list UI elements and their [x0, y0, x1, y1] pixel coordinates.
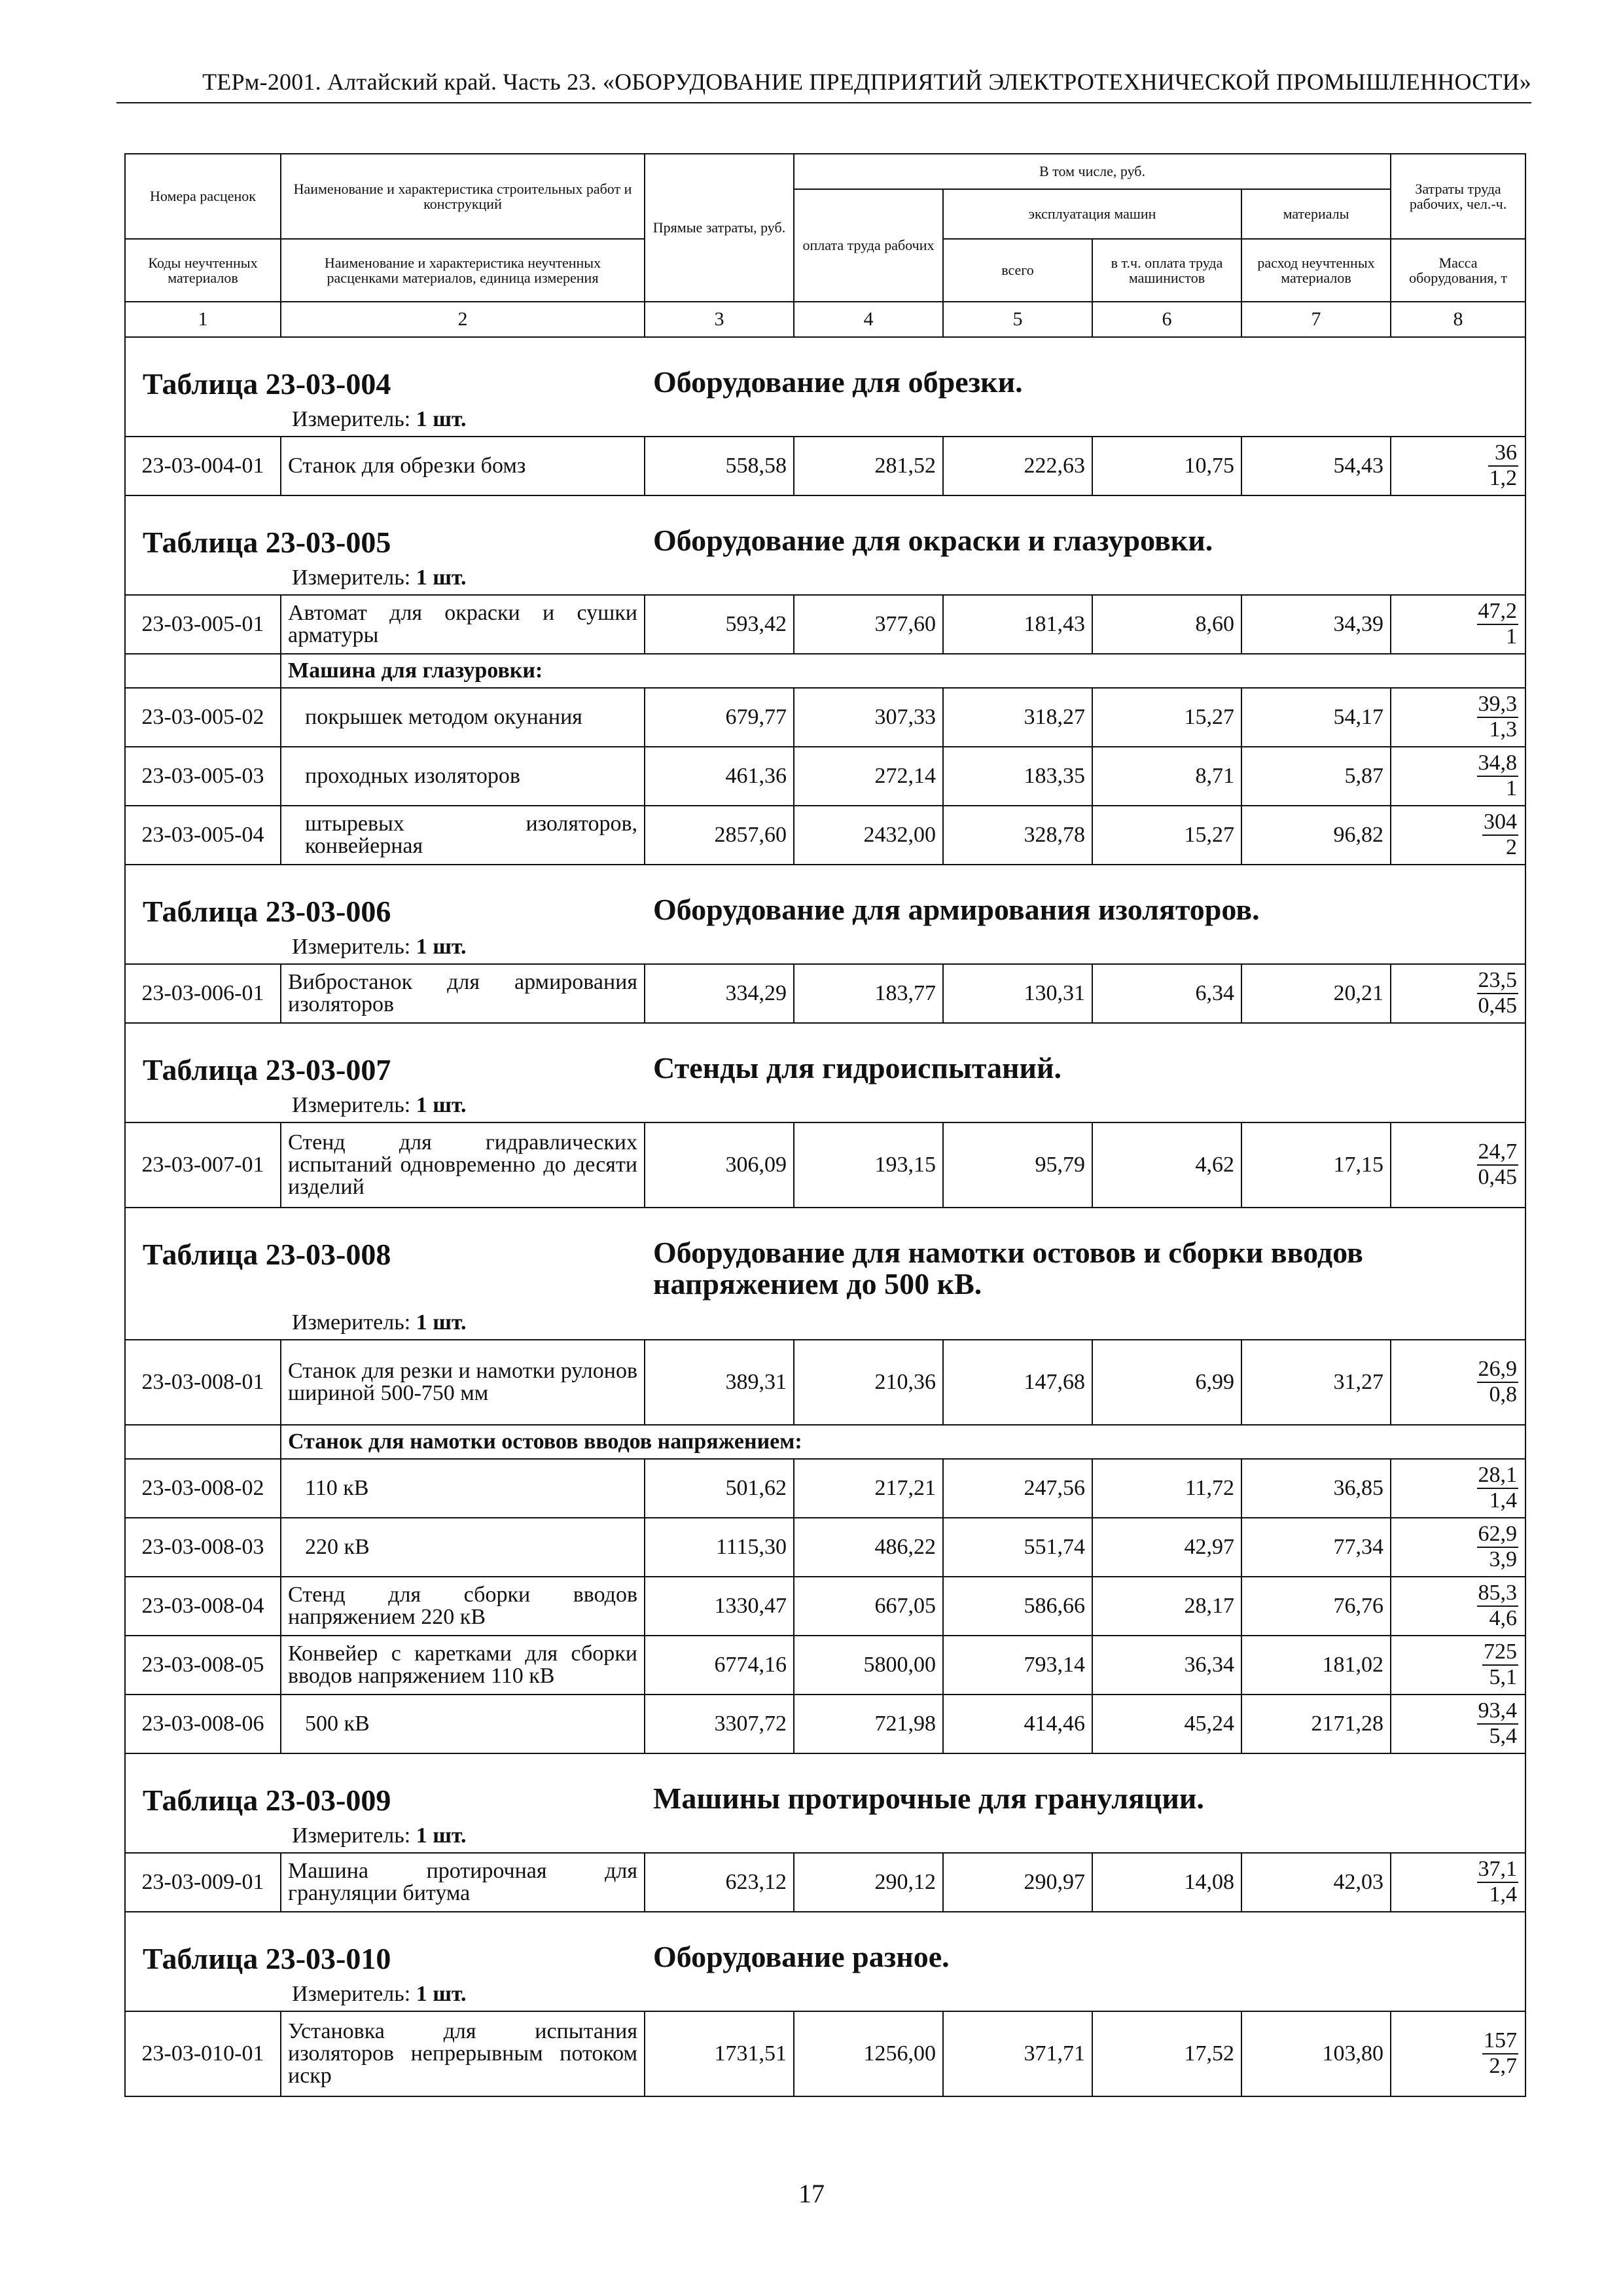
work-name: 220 кВ — [281, 1518, 645, 1577]
materials-cost: 34,39 — [1241, 595, 1391, 654]
subheading: Машина для глазуровки: — [281, 654, 1525, 688]
header-col1-top: Номера расценок — [125, 154, 281, 239]
fraction — [1482, 2029, 1518, 2078]
labor-mass-fraction — [1391, 1695, 1525, 1753]
direct-cost: 6774,16 — [645, 1636, 794, 1695]
meter — [292, 1823, 467, 1848]
direct-cost: 334,29 — [645, 964, 794, 1023]
subheading-spacer — [125, 1425, 281, 1459]
meter-value: 1 шт. — [416, 1310, 467, 1335]
rate-code: 23-03-010-01 — [125, 2011, 281, 2096]
labor-hours: 39,3 — [1477, 692, 1519, 718]
work-name: Станок для обрезки бомз — [281, 437, 645, 495]
machinist-pay: 15,27 — [1092, 806, 1241, 865]
table-title: Оборудование для армирования изоляторов. — [653, 893, 1260, 926]
meter-value: 1 шт. — [416, 565, 467, 590]
meter-label: Измеритель: — [292, 1310, 411, 1335]
header-group: В том числе, руб. — [794, 154, 1391, 189]
rate-code: 23-03-008-05 — [125, 1636, 281, 1695]
col-num-4: 4 — [794, 302, 943, 337]
labor-pay: 1256,00 — [794, 2011, 943, 2096]
machine-total: 130,31 — [943, 964, 1092, 1023]
direct-cost: 1330,47 — [645, 1577, 794, 1636]
machine-total: 247,56 — [943, 1459, 1092, 1518]
rate-code: 23-03-005-02 — [125, 688, 281, 747]
table-title-row — [125, 1208, 1525, 1340]
rate-code: 23-03-008-04 — [125, 1577, 281, 1636]
col-num-7: 7 — [1241, 302, 1391, 337]
rate-code: 23-03-005-03 — [125, 747, 281, 806]
fraction — [1477, 692, 1519, 742]
header-col4: оплата труда рабочих — [794, 189, 943, 302]
table-body — [125, 337, 1525, 2096]
machinist-pay: 45,24 — [1092, 1695, 1241, 1753]
work-name: Станок для резки и намотки рулонов шириной 500-750 мм — [281, 1340, 645, 1425]
meter-label: Измеритель: — [292, 1093, 411, 1117]
machine-total: 183,35 — [943, 747, 1092, 806]
header-col3: Прямые затраты, руб. — [645, 154, 794, 302]
table-title-row — [125, 865, 1525, 964]
table-number: Таблица 23-03-007 — [143, 1053, 391, 1086]
equipment-mass: 5,4 — [1489, 1723, 1518, 1748]
table-row — [125, 1636, 1525, 1695]
equipment-mass: 3,9 — [1489, 1547, 1518, 1571]
meter-label: Измеритель: — [292, 407, 411, 431]
machine-total: 371,71 — [943, 2011, 1092, 2096]
labor-pay: 290,12 — [794, 1853, 943, 1912]
labor-pay: 2432,00 — [794, 806, 943, 865]
labor-hours: 23,5 — [1477, 969, 1519, 994]
machine-total: 586,66 — [943, 1577, 1092, 1636]
rate-code: 23-03-009-01 — [125, 1853, 281, 1912]
table-title-row — [125, 495, 1525, 595]
table-title-row — [125, 1753, 1525, 1853]
labor-mass-fraction — [1391, 1577, 1525, 1636]
work-name: штыревых изоляторов, конвейерная — [281, 806, 645, 865]
materials-cost: 36,85 — [1241, 1459, 1391, 1518]
labor-pay: 217,21 — [794, 1459, 943, 1518]
table-row — [125, 1122, 1525, 1208]
header-col7: расход неучтенных материалов — [1241, 239, 1391, 302]
work-name: покрышек методом окунания — [281, 688, 645, 747]
direct-cost: 461,36 — [645, 747, 794, 806]
fraction — [1477, 751, 1519, 800]
equipment-mass: 2 — [1506, 834, 1518, 859]
table-number: Таблица 23-03-004 — [143, 367, 391, 401]
equipment-mass: 4,6 — [1489, 1605, 1518, 1630]
machinist-pay: 6,34 — [1092, 964, 1241, 1023]
labor-hours: 47,2 — [1477, 600, 1519, 625]
machinist-pay: 14,08 — [1092, 1853, 1241, 1912]
machinist-pay: 36,34 — [1092, 1636, 1241, 1695]
equipment-mass: 1 — [1506, 624, 1518, 649]
fraction — [1488, 441, 1519, 490]
labor-hours: 157 — [1482, 2029, 1518, 2054]
machinist-pay: 6,99 — [1092, 1340, 1241, 1425]
labor-mass-fraction — [1391, 1459, 1525, 1518]
table-row — [125, 1518, 1525, 1577]
labor-pay: 721,98 — [794, 1695, 943, 1753]
labor-hours: 62,9 — [1477, 1522, 1519, 1548]
fraction — [1482, 1640, 1518, 1689]
subheading-row — [125, 654, 1525, 688]
fraction — [1477, 600, 1519, 649]
running-head: ТЕРм-2001. Алтайский край. Часть 23. «ОБОРУДОВАНИЕ ПРЕДПРИЯТИЙ ЭЛЕКТРОТЕХНИЧЕСКОЙ ПРОМЫШЛЕННОСТИ» — [116, 68, 1531, 103]
meter — [292, 1093, 467, 1118]
rate-code: 23-03-007-01 — [125, 1122, 281, 1208]
table-row — [125, 1577, 1525, 1636]
fraction — [1477, 969, 1519, 1018]
equipment-mass: 1,2 — [1489, 465, 1518, 490]
work-name: Конвейер с каретками для сборки вводов напряжением 110 кВ — [281, 1636, 645, 1695]
table-number: Таблица 23-03-010 — [143, 1942, 391, 1975]
table-row — [125, 437, 1525, 495]
fraction — [1477, 1857, 1519, 1907]
machine-total: 147,68 — [943, 1340, 1092, 1425]
header-col6: в т.ч. оплата труда машинистов — [1092, 239, 1241, 302]
direct-cost: 558,58 — [645, 437, 794, 495]
machine-total: 181,43 — [943, 595, 1092, 654]
rate-code: 23-03-008-06 — [125, 1695, 281, 1753]
table-row — [125, 688, 1525, 747]
meter — [292, 407, 467, 432]
labor-mass-fraction — [1391, 747, 1525, 806]
machinist-pay: 15,27 — [1092, 688, 1241, 747]
col-num-8: 8 — [1391, 302, 1525, 337]
meter-label: Измеритель: — [292, 935, 411, 959]
fraction — [1477, 1463, 1519, 1513]
materials-cost: 77,34 — [1241, 1518, 1391, 1577]
table-number: Таблица 23-03-009 — [143, 1784, 391, 1817]
labor-hours: 37,1 — [1477, 1857, 1519, 1883]
equipment-mass: 1,4 — [1489, 1882, 1518, 1907]
direct-cost: 1115,30 — [645, 1518, 794, 1577]
materials-cost: 103,80 — [1241, 2011, 1391, 2096]
header-col8-top: Затраты труда рабочих, чел.-ч. — [1391, 154, 1525, 239]
table-row — [125, 964, 1525, 1023]
labor-mass-fraction — [1391, 1853, 1525, 1912]
table-title: Оборудование разное. — [653, 1940, 950, 1973]
materials-cost: 96,82 — [1241, 806, 1391, 865]
labor-mass-fraction — [1391, 437, 1525, 495]
materials-cost: 5,87 — [1241, 747, 1391, 806]
table-row — [125, 747, 1525, 806]
materials-cost: 20,21 — [1241, 964, 1391, 1023]
table-row — [125, 595, 1525, 654]
meter-label: Измеритель: — [292, 565, 411, 590]
equipment-mass: 0,45 — [1478, 1164, 1518, 1189]
meter-value: 1 шт. — [416, 407, 467, 431]
materials-cost: 31,27 — [1241, 1340, 1391, 1425]
table-title: Оборудование для окраски и глазуровки. — [653, 524, 1213, 557]
labor-mass-fraction — [1391, 595, 1525, 654]
direct-cost: 593,42 — [645, 595, 794, 654]
labor-mass-fraction — [1391, 688, 1525, 747]
machinist-pay: 11,72 — [1092, 1459, 1241, 1518]
work-name: Автомат для окраски и сушки арматуры — [281, 595, 645, 654]
labor-pay: 5800,00 — [794, 1636, 943, 1695]
work-name: проходных изоляторов — [281, 747, 645, 806]
labor-hours: 304 — [1482, 810, 1518, 836]
table-row — [125, 1340, 1525, 1425]
table-title: Стенды для гидроиспытаний. — [653, 1051, 1062, 1085]
direct-cost: 1731,51 — [645, 2011, 794, 2096]
labor-hours: 28,1 — [1477, 1463, 1519, 1489]
rate-code: 23-03-005-04 — [125, 806, 281, 865]
equipment-mass: 5,1 — [1489, 1664, 1518, 1689]
subheading: Станок для намотки остовов вводов напряжением: — [281, 1425, 1525, 1459]
materials-cost: 17,15 — [1241, 1122, 1391, 1208]
page-number: 17 — [798, 2179, 825, 2208]
machinist-pay: 17,52 — [1092, 2011, 1241, 2096]
work-name: Установка для испытания изоляторов непрерывным потоком искр — [281, 2011, 645, 2096]
table-title-row — [125, 337, 1525, 437]
machinist-pay: 28,17 — [1092, 1577, 1241, 1636]
table-row — [125, 1459, 1525, 1518]
rate-code: 23-03-005-01 — [125, 595, 281, 654]
labor-hours: 93,4 — [1477, 1699, 1519, 1725]
labor-hours: 34,8 — [1477, 751, 1519, 777]
labor-hours: 725 — [1482, 1640, 1518, 1666]
labor-pay: 377,60 — [794, 595, 943, 654]
fraction — [1477, 1522, 1519, 1571]
equipment-mass: 1,4 — [1489, 1488, 1518, 1513]
rate-code: 23-03-008-02 — [125, 1459, 281, 1518]
labor-pay: 667,05 — [794, 1577, 943, 1636]
machine-total: 222,63 — [943, 437, 1092, 495]
machine-total: 318,27 — [943, 688, 1092, 747]
labor-mass-fraction — [1391, 1636, 1525, 1695]
labor-mass-fraction — [1391, 1340, 1525, 1425]
col-num-1: 1 — [125, 302, 281, 337]
materials-cost: 54,43 — [1241, 437, 1391, 495]
work-name: Вибростанок для армирования изоляторов — [281, 964, 645, 1023]
equipment-mass: 2,7 — [1489, 2053, 1518, 2078]
work-name: Стенд для сборки вводов напряжением 220 кВ — [281, 1577, 645, 1636]
rate-code: 23-03-008-01 — [125, 1340, 281, 1425]
labor-mass-fraction — [1391, 964, 1525, 1023]
subheading-spacer — [125, 654, 281, 688]
col-num-5: 5 — [943, 302, 1092, 337]
header-col2-top: Наименование и характеристика строительных работ и конструкций — [281, 154, 645, 239]
labor-pay: 307,33 — [794, 688, 943, 747]
equipment-mass: 1,3 — [1489, 717, 1518, 742]
header-col2-bottom: Наименование и характеристика неучтенных расценками материалов, единица измерения — [281, 239, 645, 302]
direct-cost: 389,31 — [645, 1340, 794, 1425]
table-row — [125, 1853, 1525, 1912]
table-title-row — [125, 1912, 1525, 2011]
direct-cost: 2857,60 — [645, 806, 794, 865]
table-row — [125, 1695, 1525, 1753]
work-name: 110 кВ — [281, 1459, 645, 1518]
machinist-pay: 8,60 — [1092, 595, 1241, 654]
meter — [292, 935, 467, 960]
labor-pay: 486,22 — [794, 1518, 943, 1577]
materials-cost: 54,17 — [1241, 688, 1391, 747]
rate-code: 23-03-006-01 — [125, 964, 281, 1023]
meter-label: Измеритель: — [292, 1823, 411, 1848]
machine-total: 414,46 — [943, 1695, 1092, 1753]
machinist-pay: 42,97 — [1092, 1518, 1241, 1577]
meter-value: 1 шт. — [416, 935, 467, 959]
machine-total: 95,79 — [943, 1122, 1092, 1208]
labor-pay: 281,52 — [794, 437, 943, 495]
labor-pay: 193,15 — [794, 1122, 943, 1208]
table-row — [125, 806, 1525, 865]
labor-pay: 210,36 — [794, 1340, 943, 1425]
meter — [292, 1982, 467, 2007]
labor-mass-fraction — [1391, 2011, 1525, 2096]
col-num-2: 2 — [281, 302, 645, 337]
header-materials: материалы — [1241, 189, 1391, 239]
equipment-mass: 0,45 — [1478, 993, 1518, 1018]
labor-hours: 26,9 — [1477, 1357, 1519, 1383]
header-col8-bottom: Масса оборудования, т — [1391, 239, 1525, 302]
table-title-row — [125, 1023, 1525, 1122]
machine-total: 793,14 — [943, 1636, 1092, 1695]
equipment-mass: 0,8 — [1489, 1382, 1518, 1407]
rate-code: 23-03-004-01 — [125, 437, 281, 495]
labor-hours: 24,7 — [1477, 1140, 1519, 1166]
table-title: Оборудование для намотки остовов и сборки вводов напряжением до 500 кВ. — [653, 1236, 1363, 1301]
table-title: Оборудование для обрезки. — [653, 365, 1023, 399]
meter — [292, 565, 467, 590]
equipment-mass: 1 — [1506, 776, 1518, 800]
machine-total: 290,97 — [943, 1853, 1092, 1912]
meter-label: Измеритель: — [292, 1982, 411, 2006]
rate-code: 23-03-008-03 — [125, 1518, 281, 1577]
table-number: Таблица 23-03-005 — [143, 526, 391, 559]
header-col5: всего — [943, 239, 1092, 302]
machinist-pay: 8,71 — [1092, 747, 1241, 806]
fraction — [1477, 1581, 1519, 1630]
header-col1-bottom: Коды неучтенных материалов — [125, 239, 281, 302]
machinist-pay: 4,62 — [1092, 1122, 1241, 1208]
labor-mass-fraction — [1391, 1122, 1525, 1208]
labor-pay: 272,14 — [794, 747, 943, 806]
work-name: 500 кВ — [281, 1695, 645, 1753]
materials-cost: 76,76 — [1241, 1577, 1391, 1636]
meter-value: 1 шт. — [416, 1823, 467, 1848]
labor-hours: 85,3 — [1477, 1581, 1519, 1607]
fraction — [1477, 1140, 1519, 1189]
labor-pay: 183,77 — [794, 964, 943, 1023]
direct-cost: 501,62 — [645, 1459, 794, 1518]
table-title: Машины протирочные для грануляции. — [653, 1782, 1204, 1815]
labor-mass-fraction — [1391, 1518, 1525, 1577]
meter-value: 1 шт. — [416, 1982, 467, 2006]
subheading-row — [125, 1425, 1525, 1459]
col-num-3: 3 — [645, 302, 794, 337]
materials-cost: 181,02 — [1241, 1636, 1391, 1695]
machine-total: 328,78 — [943, 806, 1092, 865]
header-machines: эксплуатация машин — [943, 189, 1241, 239]
table-header — [125, 154, 1525, 337]
materials-cost: 2171,28 — [1241, 1695, 1391, 1753]
fraction — [1482, 810, 1518, 859]
table-number: Таблица 23-03-006 — [143, 895, 391, 928]
direct-cost: 679,77 — [645, 688, 794, 747]
materials-cost: 42,03 — [1241, 1853, 1391, 1912]
work-name: Стенд для гидравлических испытаний одновременно до десяти изделий — [281, 1122, 645, 1208]
direct-cost: 623,12 — [645, 1853, 794, 1912]
direct-cost: 3307,72 — [645, 1695, 794, 1753]
machinist-pay: 10,75 — [1092, 437, 1241, 495]
fraction — [1477, 1699, 1519, 1748]
meter — [292, 1310, 467, 1335]
table-row — [125, 2011, 1525, 2096]
direct-cost: 306,09 — [645, 1122, 794, 1208]
col-num-6: 6 — [1092, 302, 1241, 337]
labor-mass-fraction — [1391, 806, 1525, 865]
meter-value: 1 шт. — [416, 1093, 467, 1117]
price-table — [124, 153, 1526, 2097]
table-number: Таблица 23-03-008 — [143, 1238, 391, 1271]
labor-hours: 36 — [1488, 441, 1519, 467]
machine-total: 551,74 — [943, 1518, 1092, 1577]
work-name: Машина протирочная для грануляции битума — [281, 1853, 645, 1912]
fraction — [1477, 1357, 1519, 1407]
